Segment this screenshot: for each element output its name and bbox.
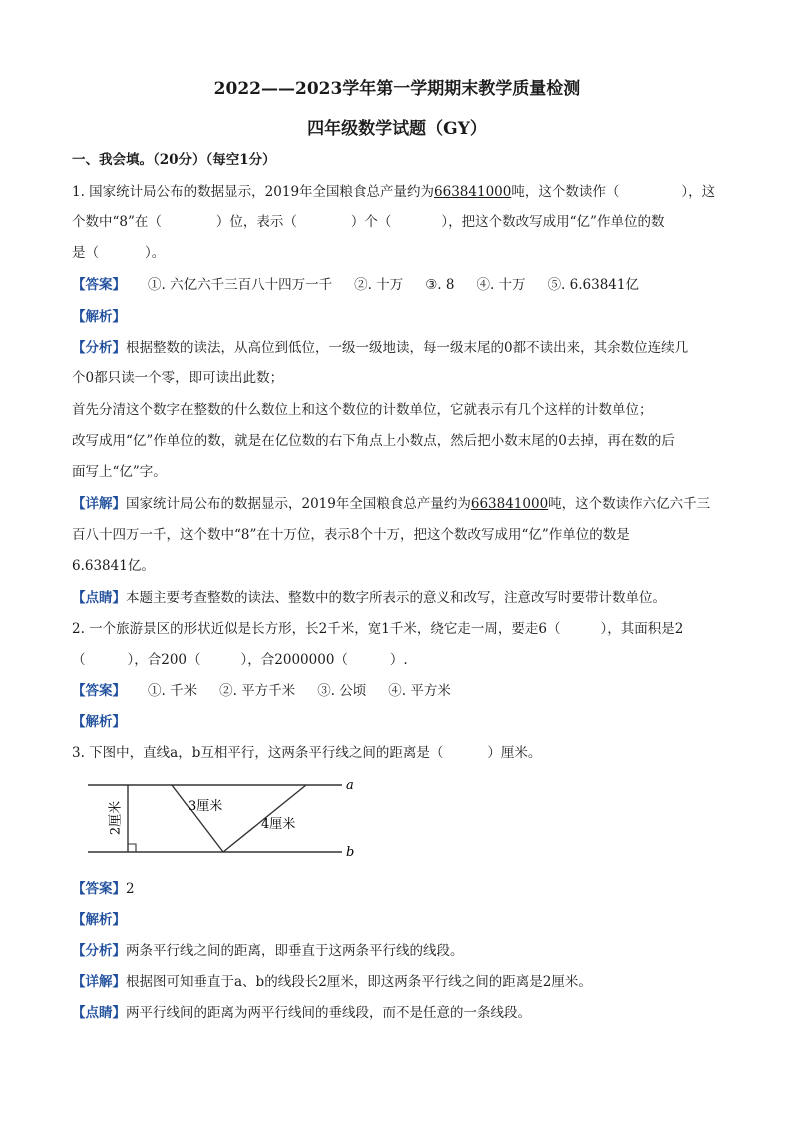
q1-number: 663841000 — [434, 184, 512, 200]
q1-dianjing: 【点睛】本题主要考查整数的读法、整数中的数字所表示的意义和改写，注意改写时要带计数单位。 — [72, 590, 666, 606]
label-2cm: 2厘米 — [108, 800, 124, 836]
q2-line-1: 2. 一个旅游景区的形状近似是长方形，长2千米，宽1千米，绕它走一周，要走6（ ），其面积是2 — [72, 621, 684, 637]
q2-analysis-label: 【解析】 — [72, 714, 126, 730]
label-3cm: 3厘米 — [188, 799, 223, 814]
q3-fenxi: 【分析】两条平行线之间的距离，即垂直于这两条平行线的线段。 — [72, 943, 464, 959]
q1-xiangjie-2: 百八十四万一千，这个数中“8”在十万位，表示8个十万，把这个数改写成用“亿”作单位的数是 — [72, 527, 630, 543]
q1-fenxi-4: 改写成用“亿”作单位的数，就是在亿位数的右下角点上小数点，然后把小数末尾的0去掉，再在数的后 — [72, 433, 675, 449]
parallel-lines-figure — [80, 772, 370, 864]
q1-analysis-label: 【解析】 — [72, 309, 126, 325]
right-angle-mark — [128, 844, 136, 852]
q1-fenxi-5: 面写上“亿”字。 — [72, 464, 167, 480]
q2-answer-line: 【答案】 ①. 千米 ②. 平方千米 ③. 公顷 ④. 平方米 — [72, 683, 451, 699]
q3-xiangjie: 【详解】根据图可知垂直于a、b的线段长2厘米，即这两条平行线之间的距离是2厘米。 — [72, 974, 592, 990]
document-subtitle: 四年级数学试题（GY） — [307, 119, 487, 139]
q2-line-2: （ ），合200（ ），合2000000（ ）. — [72, 652, 408, 668]
q1-line-2: 个数中“8”在（ ）位，表示（ ）个（ ），把这个数改写成用“亿”作单位的数 — [72, 214, 665, 230]
q3-analysis-label: 【解析】 — [72, 912, 126, 928]
q1-fenxi-2: 个0都只读一个零，即可读出此数； — [72, 370, 284, 386]
q1-fenxi-1: 【分析】根据整数的读法，从高位到低位，一级一级地读，每一级末尾的0都不读出来，其余数位连续几 — [72, 340, 689, 356]
q1-line-3: 是（ ）。 — [72, 245, 166, 261]
label-a: a — [346, 778, 354, 793]
label-b: b — [346, 845, 355, 860]
q1-xiangjie-3: 6.63841亿。 — [72, 558, 155, 574]
q3-dianjing: 【点睛】两平行线间的距离为两平行线间的垂线段，而不是任意的一条线段。 — [72, 1005, 531, 1021]
q1-answer-line: 【答案】 ①. 六亿六千三百八十四万一千 ②. 十万 ③. 8 ④. 十万 ⑤. 6.63841亿 — [72, 277, 639, 293]
label-4cm: 4厘米 — [261, 817, 296, 832]
segment-3cm — [172, 785, 223, 852]
q3-line-1: 3. 下图中，直线a，b互相平行，这两条平行线之间的距离是（ ）厘米。 — [72, 745, 542, 761]
q3-answer-line: 【答案】2 — [72, 881, 135, 897]
document-title: 2022——2023学年第一学期期末教学质量检测 — [213, 79, 581, 99]
q1-line-1: 1. 国家统计局公布的数据显示，2019年全国粮食总产量约为663841000吨，这个数读作（ ），这 — [72, 184, 716, 200]
q1-xiangjie-1: 【详解】国家统计局公布的数据显示，2019年全国粮食总产量约为663841000吨，这个数读作六亿六千三 — [72, 496, 711, 512]
answer-label: 【答案】 — [72, 277, 126, 293]
section-heading: 一、我会填。（20分）（每空1分） — [72, 152, 276, 168]
q1-fenxi-3: 首先分清这个数字在整数的什么数位上和这个数位的计数单位，它就表示有几个这样的计数单位； — [72, 402, 653, 418]
